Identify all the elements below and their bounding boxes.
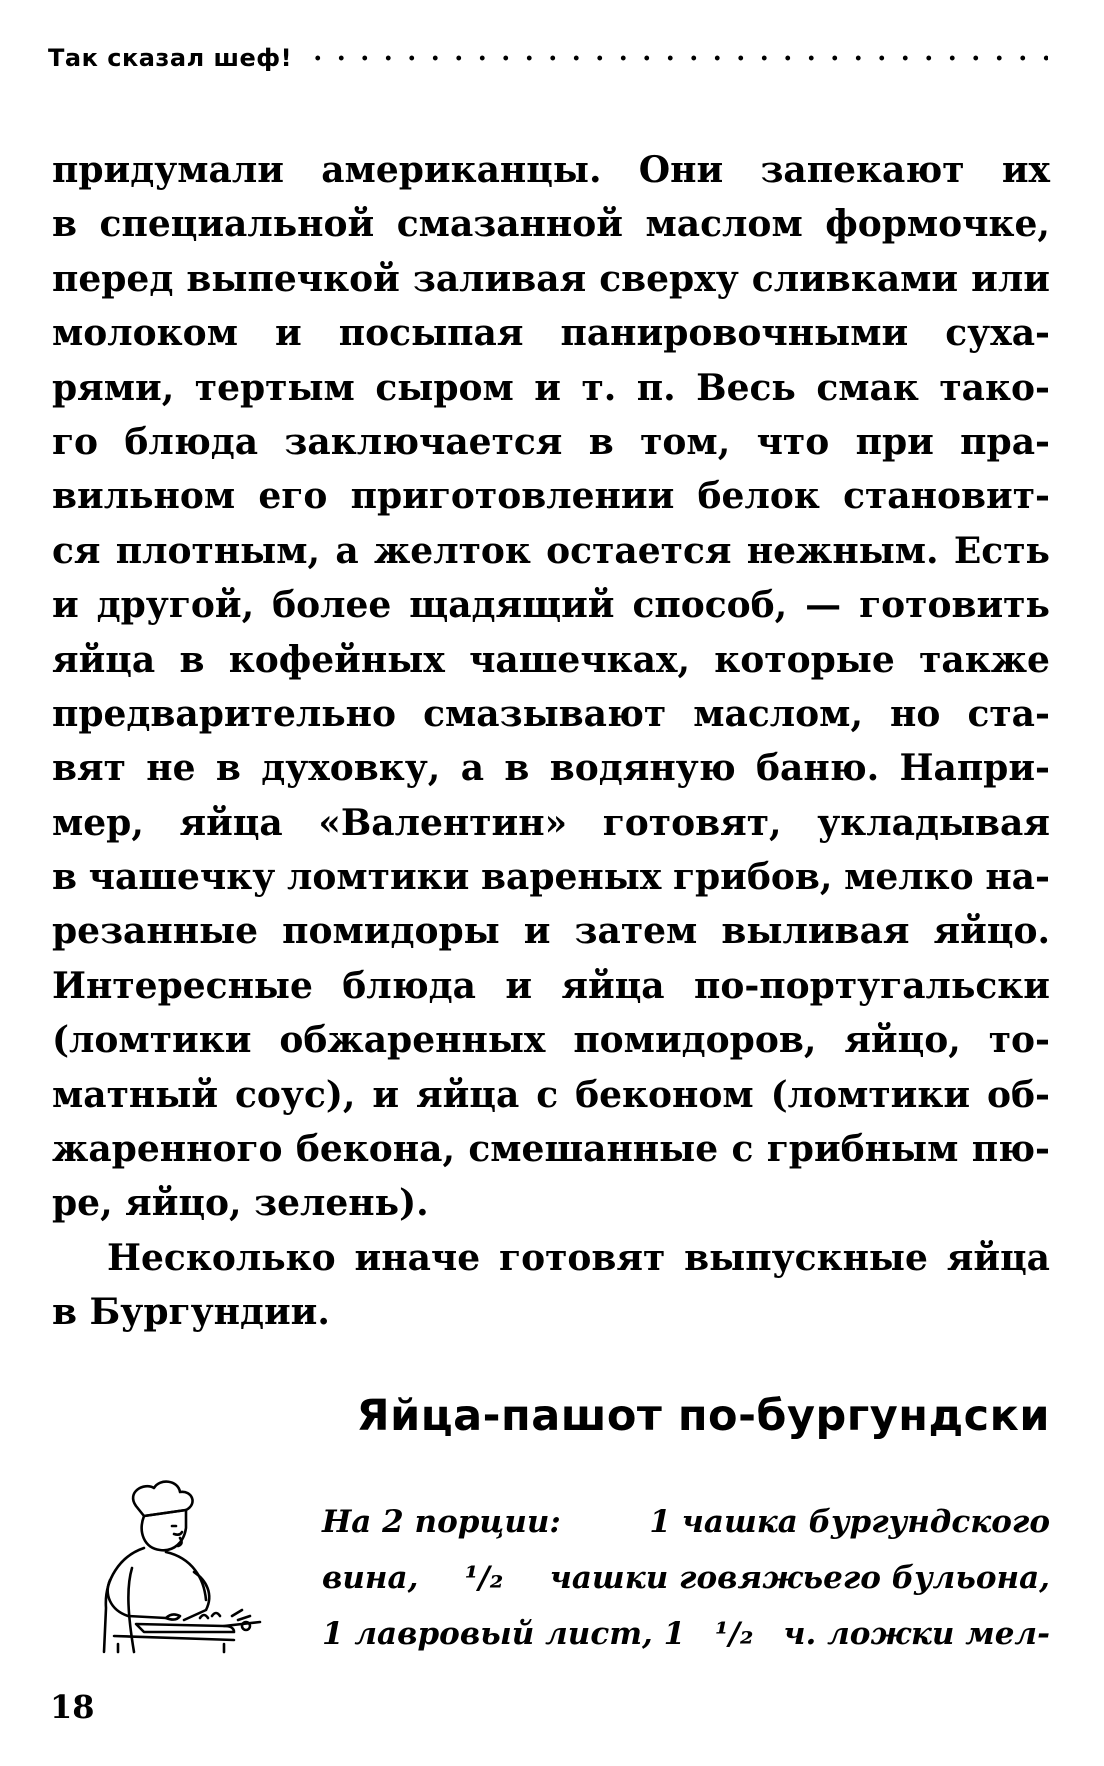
paragraph-line: в Бургундии. xyxy=(52,1291,330,1334)
text-line: придумали американцы. Они запекают их xyxy=(52,149,1050,191)
running-head xyxy=(48,44,1048,72)
text-line: го блюда заключается в том, что при пра- xyxy=(52,420,1050,463)
text-line: вильном его приготовлении белок становит- xyxy=(52,475,1050,518)
running-head-title: Так сказал шеф! xyxy=(48,44,293,72)
text-line: молоком и посыпая панировочными суха- xyxy=(52,312,1050,355)
fraction: ¹/₂ xyxy=(464,1560,504,1596)
text-line: ся плотным, а желток остается нежным. Есть xyxy=(52,529,1050,572)
text-line: мер, яйца «Валентин» готовят, укладывая xyxy=(52,801,1050,844)
page-number: 18 xyxy=(50,1688,95,1726)
ingredients-text: ч. ложки мел- xyxy=(783,1616,1050,1652)
chef-cooking-illustration xyxy=(74,1476,264,1654)
text-line: Интересные блюда и яйца по-португальски xyxy=(52,964,1050,1007)
text-line: и другой, более щадящий способ, — готовить xyxy=(52,584,1050,627)
text-line: перед выпечкой заливая сверху сливками или xyxy=(52,257,1050,300)
servings-lead: На 2 порции: xyxy=(322,1504,561,1540)
text-line: предварительно смазывают маслом, но ста- xyxy=(52,692,1050,735)
leader-dots xyxy=(306,55,1048,61)
text-line: резанные помидоры и затем выливая яйцо. xyxy=(52,910,1050,953)
text-line: матный соус), и яйца с беконом (ломтики об- xyxy=(52,1073,1050,1116)
ingredients-line xyxy=(322,1606,1050,1662)
text-line: вят не в духовку, а в водяную баню. Напри- xyxy=(52,747,1050,790)
paragraph-line: Несколько иначе готовят выпускные яйца xyxy=(107,1236,1050,1279)
text-line: (ломтики обжаренных помидоров, яйцо, то- xyxy=(52,1019,1050,1062)
ingredients-line xyxy=(322,1550,1050,1606)
ingredients-text: 1 чашка бургундского xyxy=(649,1504,1050,1540)
text-line: рями, тертым сыром и т. п. Весь смак тако- xyxy=(52,366,1050,409)
body-text xyxy=(52,143,1050,1340)
ingredients-text: 1 лавровый лист, 1 xyxy=(322,1616,686,1652)
ingredients-text: чашки говяжьего бульона, xyxy=(549,1560,1050,1596)
text-line: яйца в кофейных чашечках, которые также xyxy=(52,638,1050,681)
text-line: в специальной смазанной маслом формочке, xyxy=(52,203,1050,246)
text-line: ре, яйцо, зелень). xyxy=(52,1182,429,1225)
text-line: в чашечку ломтики вареных грибов, мелко на- xyxy=(52,856,1050,899)
ingredients-block xyxy=(322,1494,1050,1662)
ingredients-text: вина, xyxy=(322,1560,419,1596)
recipe-title: Яйца-пашот по-бургундски xyxy=(356,1391,1050,1441)
text-line: жаренного бекона, смешанные с грибным пю- xyxy=(52,1128,1050,1171)
ingredients-line xyxy=(322,1494,1050,1550)
fraction: ¹/₂ xyxy=(715,1616,754,1652)
